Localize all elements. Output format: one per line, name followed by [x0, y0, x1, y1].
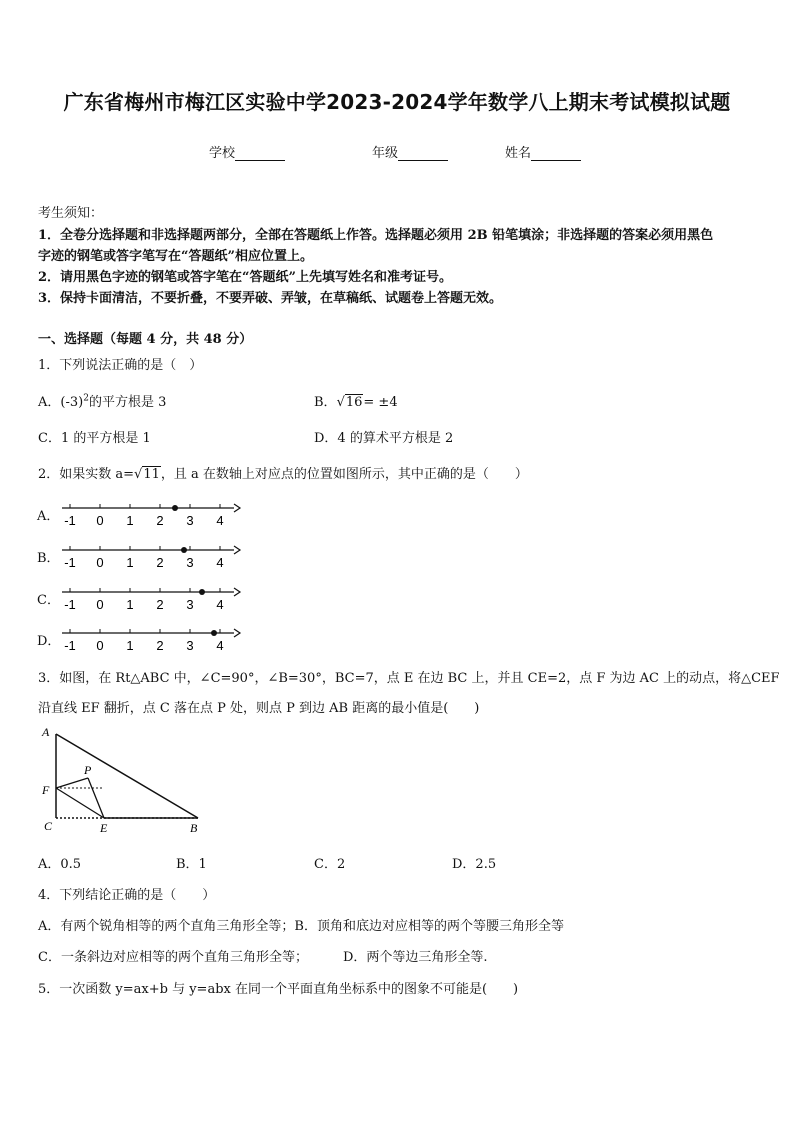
- q2-stem-pre: 2．如果实数 a=: [38, 467, 135, 482]
- q3-line1: 3．如图，在 Rt△ABC 中，∠C=90°，∠B=30°，BC=7，点 E 在边 BC 上，并且 CE=2，点 F 为边 AC 上的动点，将△CEF: [38, 671, 780, 686]
- number-line-d: [62, 623, 242, 653]
- label-e: E: [100, 821, 108, 835]
- q1-stem: 1．下列说法正确的是（ ）: [38, 358, 203, 373]
- q4-option-ab: A．有两个锐角相等的两个直角三角形全等；B．顶角和底边对应相等的两个等腰三角形全等: [38, 919, 564, 934]
- arrow-icon: [234, 588, 240, 596]
- number-line-a: [62, 498, 242, 528]
- tick-label: 0: [96, 638, 104, 653]
- tick-label: 0: [96, 597, 104, 612]
- notice-item: 2．请用黑色字迹的钢笔或答字笔在“答题纸”上先填写姓名和准考证号。: [38, 270, 453, 285]
- q1-option-a: [38, 391, 166, 410]
- point-a: [172, 505, 178, 511]
- tick-label: 4: [216, 597, 224, 612]
- q2-radicand: 11: [143, 467, 160, 482]
- q1-option-c: C．1 的平方根是 1: [38, 431, 151, 446]
- arrow-icon: [234, 546, 240, 554]
- side-ab: [56, 734, 198, 818]
- section-heading: 一、选择题（每题 4 分，共 48 分）: [38, 332, 253, 347]
- triangle-figure: [38, 722, 208, 840]
- tick-label: -1: [64, 638, 76, 653]
- label-c: C: [44, 819, 53, 833]
- tick-label: -1: [64, 555, 76, 570]
- q3-option-a: A．0.5: [38, 857, 82, 872]
- arrow-icon: [234, 504, 240, 512]
- point-a: [199, 589, 205, 595]
- tick-label: 1: [126, 638, 134, 653]
- q1-option-b: [314, 391, 398, 410]
- q2-option-d-label: D．: [37, 634, 61, 649]
- segment-fp: [56, 778, 88, 788]
- q1-option-d: D．4 的算术平方根是 2: [314, 431, 454, 446]
- tick-label: 0: [96, 555, 104, 570]
- tick-label: 1: [126, 513, 134, 528]
- tick-label: 4: [216, 555, 224, 570]
- segment-fe: [56, 788, 104, 818]
- q1-a-text: A．(-3): [38, 395, 84, 410]
- q2-stem-post: ，且 a 在数轴上对应点的位置如图所示，其中正确的是（ ）: [160, 467, 528, 482]
- tick-label: 2: [156, 597, 164, 612]
- point-a: [181, 547, 187, 553]
- q2-option-b-label: B．: [37, 551, 60, 566]
- notice-heading: 考生须知：: [38, 206, 104, 221]
- notice-item: 字迹的钢笔或答字笔写在“答题纸”相应位置上。: [38, 249, 313, 264]
- tick-label: -1: [64, 513, 76, 528]
- q1-a-exponent: 2: [83, 393, 89, 404]
- q3-option-b: B．1: [176, 857, 207, 872]
- q3-option-d: D．2.5: [452, 857, 497, 872]
- label-p: P: [84, 763, 92, 777]
- tick-label: 2: [156, 513, 164, 528]
- notice-item: 3．保持卡面清洁，不要折叠，不要弄破、弄皱，在草稿纸、试题卷上答题无效。: [38, 291, 503, 306]
- q1-b-rest: = ±4: [363, 395, 398, 410]
- q1-b-radicand: 16: [345, 395, 363, 410]
- school-field: [209, 142, 285, 161]
- school-label: 学校: [209, 146, 236, 161]
- q5-stem: 5．一次函数 y=ax+b 与 y=abx 在同一个平面直角坐标系中的图象不可能是( ): [38, 982, 519, 997]
- q2-stem: [38, 463, 528, 482]
- q1-b-label: B．: [314, 395, 337, 410]
- q2-option-c-label: C．: [37, 593, 60, 608]
- point-a: [211, 630, 217, 636]
- q4-option-d: D．两个等边三角形全等.: [343, 950, 488, 965]
- name-field: [505, 142, 581, 161]
- tick-label: -1: [64, 597, 76, 612]
- label-a: A: [42, 725, 50, 739]
- tick-label: 3: [186, 513, 194, 528]
- grade-field: [372, 142, 448, 161]
- q1-a-rest: 的平方根是 3: [88, 395, 167, 410]
- school-blank: [235, 147, 285, 161]
- label-f: F: [42, 783, 50, 797]
- name-blank: [531, 147, 581, 161]
- q2-option-a-label: A．: [37, 509, 60, 524]
- tick-label: 0: [96, 513, 104, 528]
- tick-label: 2: [156, 638, 164, 653]
- arrow-icon: [234, 629, 240, 637]
- q4-option-c: C．一条斜边对应相等的两个直角三角形全等；: [38, 950, 308, 965]
- number-line-b: [62, 540, 242, 570]
- tick-label: 4: [216, 513, 224, 528]
- tick-label: 3: [186, 597, 194, 612]
- tick-label: 3: [186, 638, 194, 653]
- grade-label: 年级: [372, 146, 399, 161]
- q4-stem: 4．下列结论正确的是（ ）: [38, 888, 216, 903]
- sqrt-icon: √16: [336, 395, 363, 410]
- tick-label: 4: [216, 638, 224, 653]
- segment-pe: [88, 778, 104, 818]
- notice-item: 1．全卷分选择题和非选择题两部分，全部在答题纸上作答。选择题必须用 2B 铅笔填涂；非选择题的答案必须用黑色: [38, 228, 714, 243]
- label-b: B: [190, 821, 198, 835]
- q3-option-c: C．2: [314, 857, 346, 872]
- tick-label: 1: [126, 555, 134, 570]
- tick-label: 1: [126, 597, 134, 612]
- tick-label: 2: [156, 555, 164, 570]
- tick-label: 3: [186, 555, 194, 570]
- number-line-c: [62, 582, 242, 612]
- q3-line2: 沿直线 EF 翻折，点 C 落在点 P 处，则点 P 到边 AB 距离的最小值是( ): [38, 701, 480, 716]
- name-label: 姓名: [505, 146, 532, 161]
- sqrt-icon: √11: [134, 467, 160, 482]
- page-title: 广东省梅州市梅江区实验中学2023-2024学年数学八上期末考试模拟试题: [63, 90, 731, 114]
- grade-blank: [398, 147, 448, 161]
